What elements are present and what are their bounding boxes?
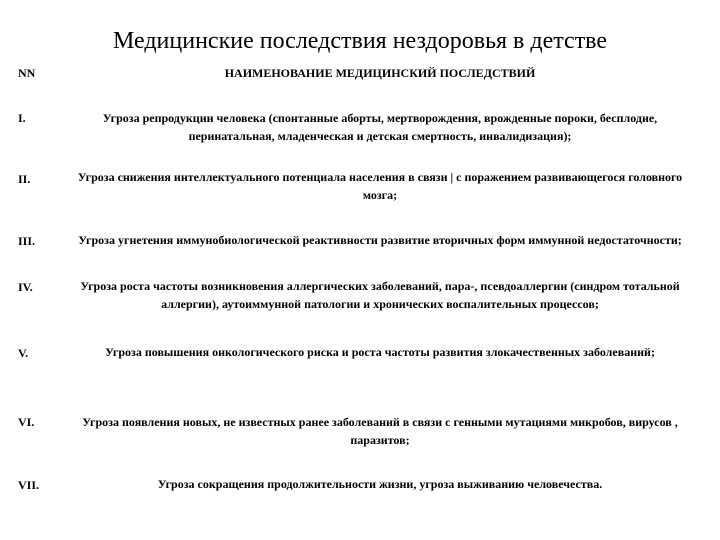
header-name-label: НАИМЕНОВАНИЕ МЕДИЦИНСКИЙ ПОСЛЕДСТВИЙ xyxy=(224,66,536,80)
row-number: II. xyxy=(18,172,31,186)
row-text: Угроза угнетения иммунобиологической реактивности развитие вторичных форм иммунной недостаточности; xyxy=(78,233,682,247)
page-title: Медицинские последствия нездоровья в детстве xyxy=(112,28,608,54)
row-number: V. xyxy=(18,346,29,360)
row-text: Угроза появления новых, не известных ранее заболеваний в связи с генными мутациями микробов, вирусов , паразитов; xyxy=(82,415,678,447)
header-num-label: NN xyxy=(18,66,36,80)
row-text: Угроза повышения онкологического риска и роста частоты развития злокачественных заболеваний; xyxy=(105,345,655,359)
row-number: VI. xyxy=(18,415,35,429)
row-number: III. xyxy=(18,234,36,248)
row-number: IV. xyxy=(18,280,33,294)
row-number: VII. xyxy=(18,478,40,492)
row-text: Угроза снижения интеллектуального потенциала населения в связи | с поражением развивающегося головного мозга; xyxy=(77,170,683,202)
row-text: Угроза роста частоты возникновения аллергических заболеваний, пара-, псевдоаллергии (синдром тотальной аллергии), аутоиммунной патологии и хронических воспалительных процессов; xyxy=(80,279,680,311)
row-number: I. xyxy=(18,111,26,125)
row-text: Угроза репродукции человека (спонтанные аборты, мертворождения, врожденные пороки, бесплодие, перинатальная, младенческая и детская смертность, инвалидизация); xyxy=(102,111,658,143)
row-text: Угроза сокращения продолжительности жизни, угроза выживанию человечества. xyxy=(157,477,603,491)
